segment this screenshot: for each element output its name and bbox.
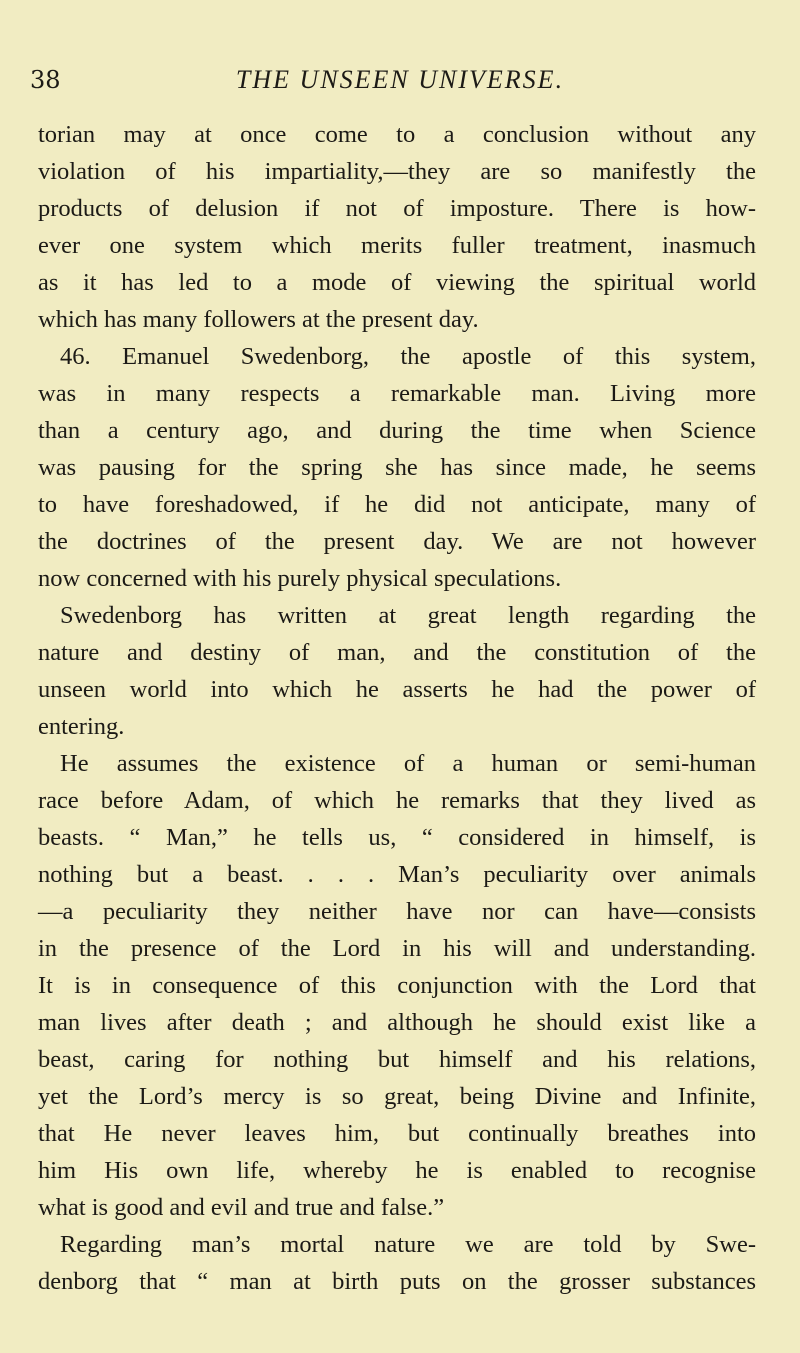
- text-line: entering.: [38, 713, 125, 740]
- paragraph-start-line: Swedenborg has written at great length regarding the: [60, 602, 756, 629]
- text-line: It is in consequence of this conjunction with the Lord that: [38, 972, 756, 999]
- paragraph-start-line: Regarding man’s mortal nature we are told by Swe-: [60, 1231, 756, 1258]
- text-line: that He never leaves him, but continually breathes into: [38, 1120, 756, 1147]
- text-line: man lives after death ; and although he should exist like a: [38, 1009, 756, 1036]
- text-line: denborg that “ man at birth puts on the grosser substances: [38, 1268, 756, 1295]
- text-line: race before Adam, of which he remarks that they lived as: [38, 787, 756, 814]
- text-line: ever one system which merits fuller treatment, inasmuch: [38, 232, 756, 259]
- paragraph-start-line: He assumes the existence of a human or semi-human: [60, 750, 756, 777]
- text-line: what is good and evil and true and false.”: [38, 1194, 445, 1221]
- text-line: —a peculiarity they neither have nor can have—consists: [38, 898, 756, 925]
- text-line: than a century ago, and during the time when Science: [38, 417, 756, 444]
- text-line: beasts. “ Man,” he tells us, “ considered in himself, is: [38, 824, 756, 851]
- text-line: unseen world into which he asserts he had the power of: [38, 676, 756, 703]
- text-line: the doctrines of the present day. We are not however: [38, 528, 756, 555]
- page-number: 38: [30, 66, 61, 94]
- text-line: him His own life, whereby he is enabled to recognise: [38, 1157, 756, 1184]
- paragraph-start-line: 46. Emanuel Swedenborg, the apostle of this system,: [60, 343, 756, 370]
- text-line: beast, caring for nothing but himself and his relations,: [38, 1046, 756, 1073]
- text-line: torian may at once come to a conclusion without any: [38, 121, 756, 148]
- text-line: in the presence of the Lord in his will and understanding.: [38, 935, 756, 962]
- text-line: nature and destiny of man, and the constitution of the: [38, 639, 756, 666]
- text-line: which has many followers at the present day.: [38, 306, 479, 333]
- running-title: THE UNSEEN UNIVERSE.: [235, 65, 565, 94]
- text-line: nothing but a beast. . . . Man’s peculiarity over animals: [38, 861, 756, 888]
- text-line: violation of his impartiality,—they are so manifestly the: [38, 158, 756, 185]
- text-line: was in many respects a remarkable man. Living more: [38, 380, 756, 407]
- text-line: yet the Lord’s mercy is so great, being Divine and Infinite,: [38, 1083, 756, 1110]
- text-line: products of delusion if not of imposture. There is how-: [38, 195, 756, 222]
- text-line: was pausing for the spring she has since made, he seems: [38, 454, 756, 481]
- running-head: [30, 64, 770, 104]
- text-line: now concerned with his purely physical speculations.: [38, 565, 562, 592]
- text-line: as it has led to a mode of viewing the spiritual world: [38, 269, 756, 296]
- body-text: [38, 116, 756, 1300]
- text-line: to have foreshadowed, if he did not anticipate, many of: [38, 491, 756, 518]
